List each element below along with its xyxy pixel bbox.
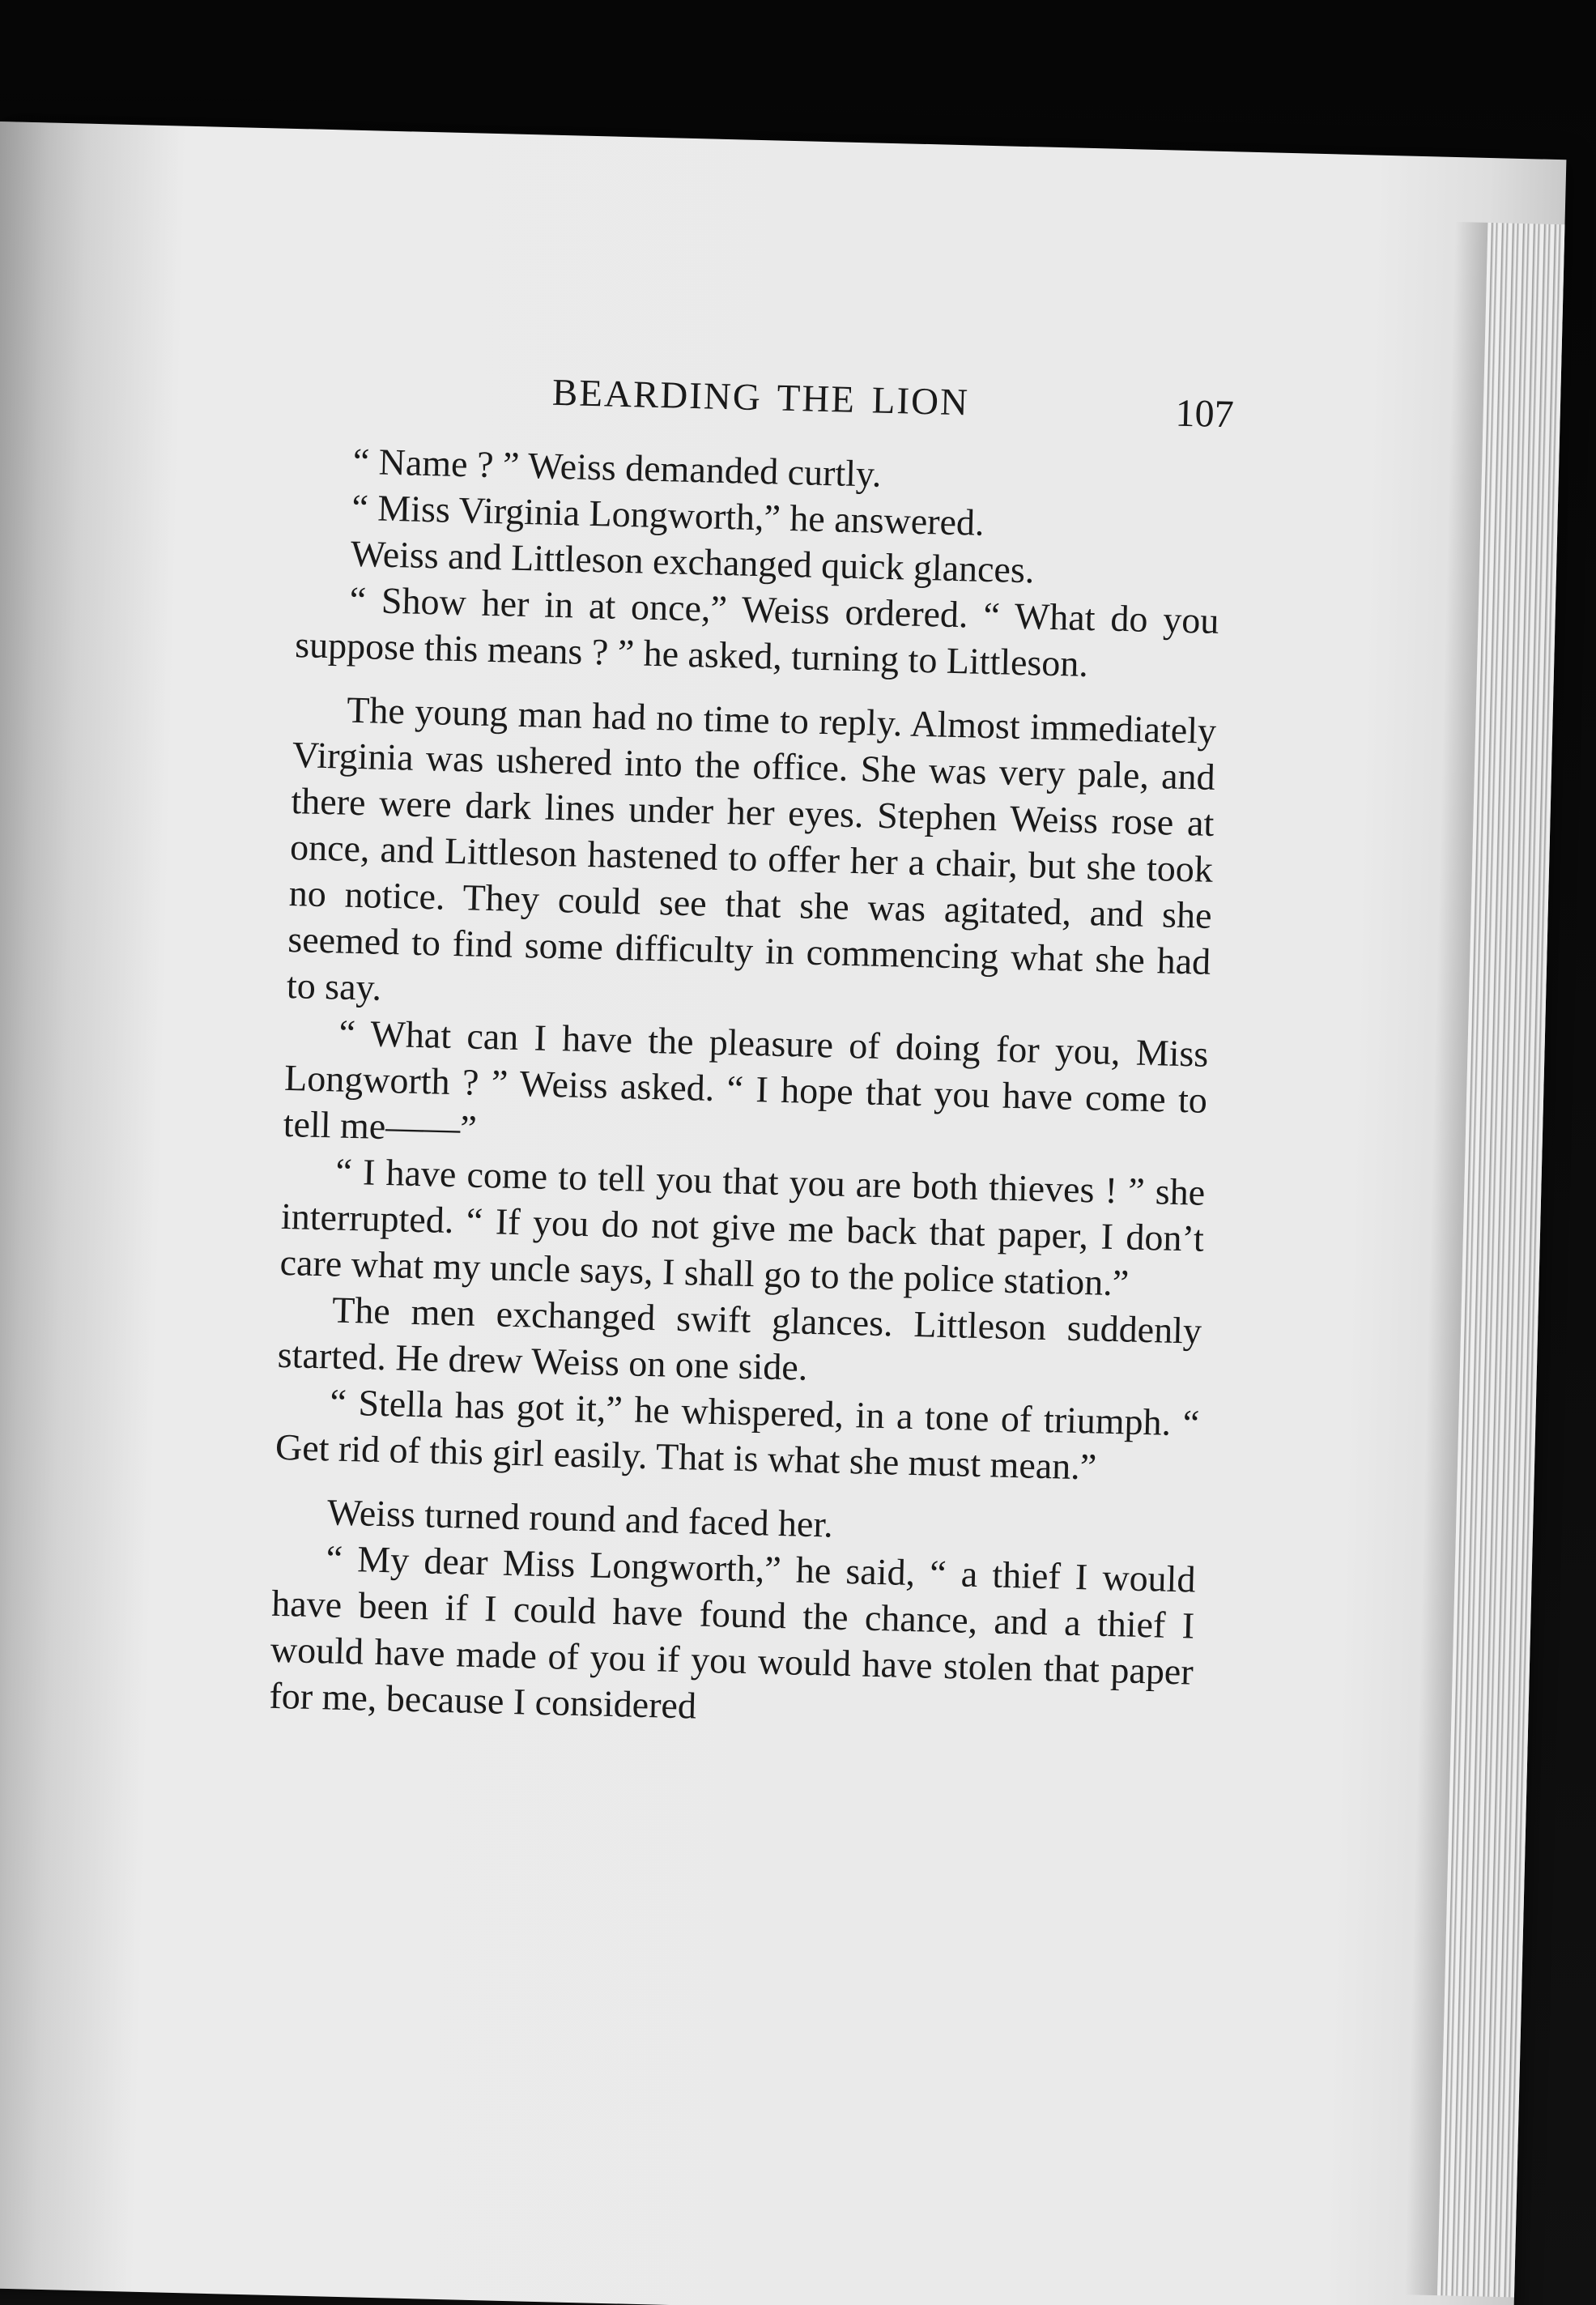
paragraph-11: “ My dear Miss Longworth,” he said, “ a thief I would have been if I could have found the chance, and a thief I would have made of you if you would have stolen that paper for me, because I considered xyxy=(268,1537,1197,1727)
gutter-shadow xyxy=(0,121,186,2292)
paragraph-9: “ Stella has got it,” he whispered, in a tone of triumph. “ Get rid of this girl easily. That is what she must mean.” xyxy=(275,1381,1200,1488)
paragraph-10: Weiss turned round and faced her. xyxy=(326,1491,834,1545)
paragraph-2: “ Miss Virginia Longworth,” he answered. xyxy=(351,486,985,543)
book-page xyxy=(0,121,1566,2305)
text-block xyxy=(268,364,1235,1740)
page-number: 107 xyxy=(1174,391,1235,437)
paragraph-3: Weiss and Littleson exchanged quick glances. xyxy=(350,532,1035,591)
paragraph-8: The men exchanged swift glances. Littleson suddenly started. He drew Weiss on one side. xyxy=(277,1289,1202,1388)
paragraph-4: “ Show her in at once,” Weiss ordered. “ What do you suppose this means ? ” he asked, turning to Littleson. xyxy=(294,578,1220,685)
paragraph-6: “ What can I have the pleasure of doing for you, Miss Longworth ? ” Weiss asked. “ I hope that you have come to tell me——” xyxy=(283,1012,1209,1149)
paragraph-7: “ I have come to tell you that you are both thieves ! ” she interrupted. “ If you do not give me back that paper, I don’t care what my uncle says, I shall go to the police station.” xyxy=(279,1150,1206,1304)
paragraph-1: “ Name ? ” Weiss demanded curtly. xyxy=(352,440,883,495)
running-head-title: BEARDING THE LION xyxy=(551,371,970,424)
paragraph-5: The young man had no time to reply. Almost immediately Virginia was ushered into the office. She was very pale, and there were dark lines under her eyes. Stephen Weiss rose at once, and Littleson hastened to offer her a chair, but she took no notice. They could see that she was agitated, and she seemed to find some difficulty in commencing what she had to say. xyxy=(286,688,1217,1008)
